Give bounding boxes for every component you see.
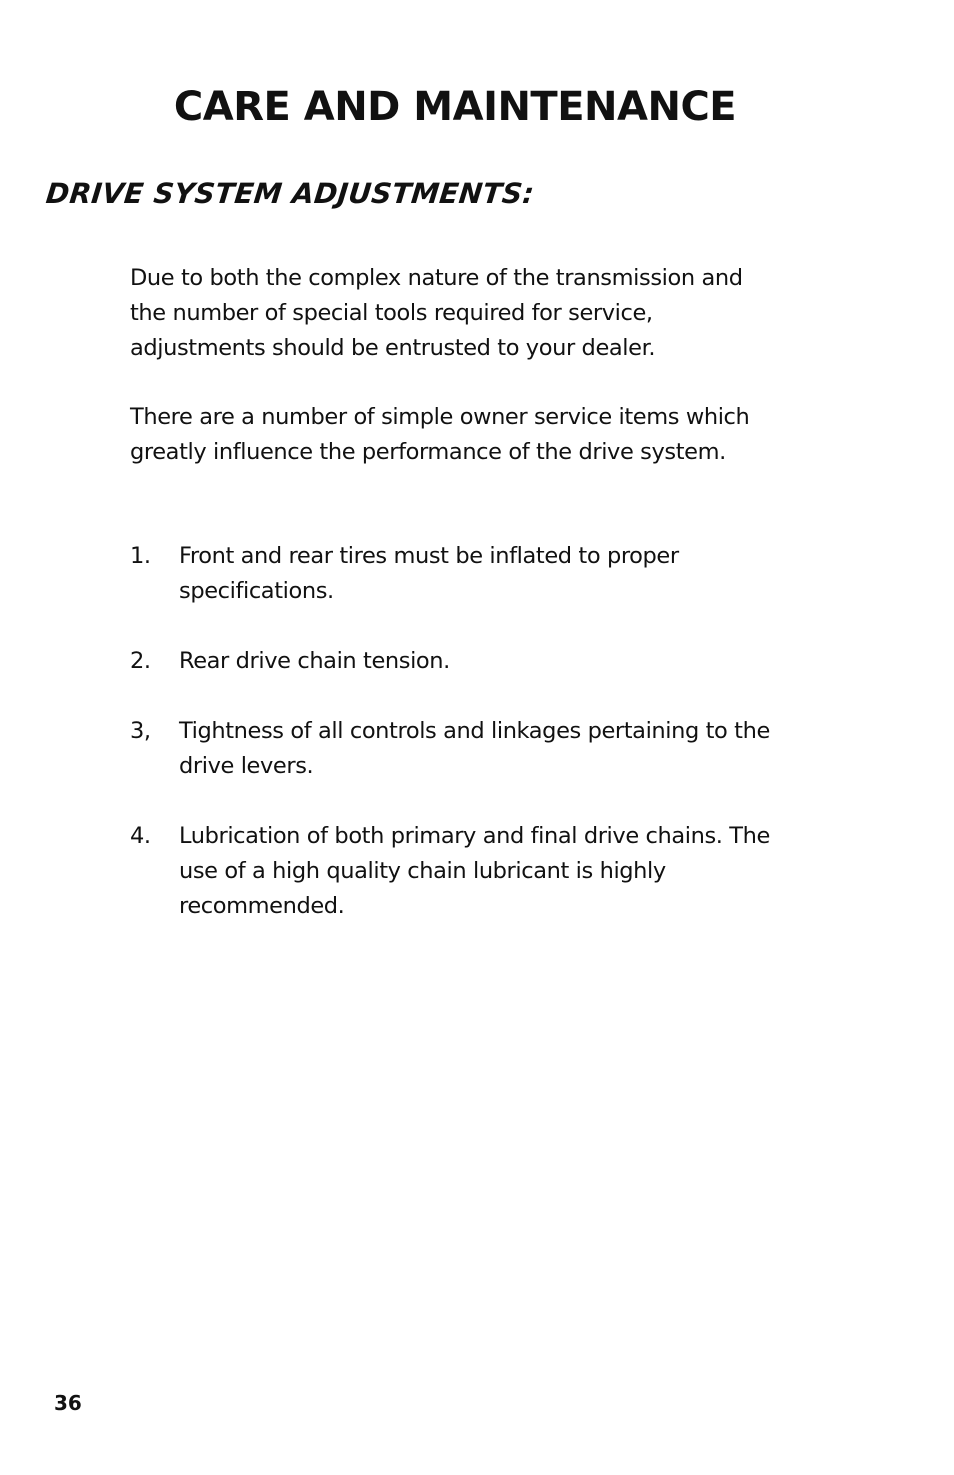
- list-item-text: Rear drive chain tension.: [179, 648, 450, 674]
- list-item: [130, 714, 770, 784]
- list-item-number: 3,: [130, 718, 151, 744]
- paragraph-service-items: There are a number of simple owner service items which greatly influence the performance of the drive system.: [130, 404, 750, 465]
- list-item-number: 2.: [130, 648, 151, 674]
- list-item: [130, 539, 770, 609]
- list-item-number: 4.: [130, 823, 151, 849]
- list-item: [130, 644, 770, 679]
- list-item: [130, 819, 770, 924]
- page-title: CARE AND MAINTENANCE: [173, 84, 737, 130]
- paragraph-intro: Due to both the complex nature of the transmission and the number of special tools required for service, adjustments should be entrusted to your dealer.: [130, 265, 743, 361]
- service-items-list: [130, 539, 770, 924]
- list-item-text: Front and rear tires must be inflated to proper specifications.: [179, 543, 679, 604]
- list-item-text: Tightness of all controls and linkages pertaining to the drive levers.: [179, 718, 770, 779]
- page-number: 36: [54, 1391, 82, 1415]
- list-item-text: Lubrication of both primary and final drive chains. The use of a high quality chain lubricant is highly recommended.: [179, 823, 770, 919]
- list-item-number: 1.: [130, 543, 151, 569]
- section-heading: DRIVE SYSTEM ADJUSTMENTS:: [44, 177, 536, 210]
